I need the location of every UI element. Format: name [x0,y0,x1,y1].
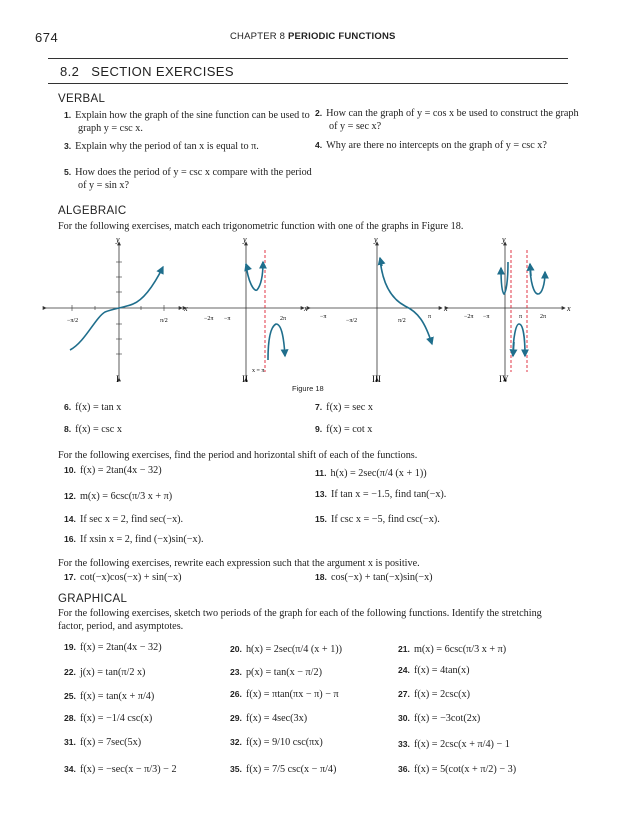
exercise-text: f(x) = 2tan(4x − 32) [79,465,162,476]
graph-label: I [116,374,119,384]
exercise-number: 24. [398,665,410,675]
graph-I [46,235,188,384]
y-axis-label: y [502,235,506,244]
exercise-number: 19. [64,642,76,652]
exercise-text: cos(−x) + tan(−x)sin(−x) [330,572,433,583]
exercise-text: f(x) = πtan(πx − π) − π [245,689,339,700]
exercise-27 [398,688,470,701]
sec-upper-branch [246,262,263,290]
exercise-text: cot(−x)cos(−x) + sin(−x) [79,572,182,583]
exercise-text: Why are there no intercepts on the graph of y = csc x? [326,140,547,151]
exercise-text: f(x) = −1/4 csc(x) [79,713,153,724]
exercise-number: 10. [64,465,76,475]
graph-II [186,235,308,384]
exercise-text: f(x) = 2tan(4x − 32) [79,642,162,653]
exercise-30 [398,712,480,725]
exercise-9 [315,423,372,436]
algebraic-heading: ALGEBRAIC [58,205,127,217]
exercise-text: f(x) = cot x [326,424,373,435]
exercise-number: 4. [315,140,323,150]
exercise-16 [64,533,204,546]
exercise-36 [398,763,516,776]
cot-curve [380,258,432,344]
exercise-number: 15. [315,514,327,524]
exercise-text: f(x) = csc x [75,424,122,435]
exercise-text: h(x) = 2sec(π/4 (x + 1)) [330,468,427,479]
exercise-4 [315,139,559,152]
exercise-number: 6. [64,402,72,412]
exercise-number: 16. [64,534,76,544]
chapter-title: PERIODIC FUNCTIONS [287,31,396,42]
graph-III [310,235,448,384]
graphical-intro: For the following exercises, sketch two periods of the graph for each of the following functions. Identify the stretching factor, period, and asymptotes. [58,608,542,632]
asymptote-label: x = π [252,368,265,374]
exercise-12 [64,490,172,503]
exercise-text: f(x) = 7/5 csc(x − π/4) [245,764,337,775]
exercise-13 [315,488,446,501]
exercise-text: f(x) = tan x [75,402,122,413]
exercise-text: f(x) = −3cot(2x) [413,713,481,724]
exercise-number: 31. [64,737,76,747]
exercise-17 [64,571,182,584]
graphical-heading: GRAPHICAL [58,593,128,605]
exercise-10 [64,464,162,477]
section-title: 8.2 SECTION EXERCISES [60,64,234,79]
exercise-text: If xsin x = 2, find (−x)sin(−x). [79,534,204,545]
exercise-number: 36. [398,764,410,774]
exercise-text: h(x) = 2sec(π/4 (x + 1)) [245,644,343,655]
exercise-number: 20. [230,644,242,654]
exercise-3 [64,140,318,153]
exercise-33 [398,738,510,751]
exercise-number: 12. [64,491,76,501]
exercise-text: f(x) = 7sec(5x) [79,737,142,748]
exercise-number: 2. [315,108,323,118]
tick-label: −π [320,314,327,320]
section-top-rule [48,58,568,59]
exercise-text: f(x) = −sec(x − π/3) − 2 [79,764,177,775]
exercise-25 [64,690,154,703]
exercise-text: Explain how the graph of the sine function can be used to graph y = csc x. [75,110,310,134]
figure-caption: Figure 18 [292,384,324,393]
tick-label: −π [224,316,231,322]
csc-branch [513,324,525,356]
exercise-text: m(x) = 6csc(π/3 x + π) [413,644,507,655]
y-axis-label: y [374,235,378,244]
exercise-number: 21. [398,644,410,654]
exercise-28 [64,712,152,725]
exercise-text: f(x) = 4sec(3x) [245,713,308,724]
tick-label: −π/2 [67,318,79,324]
exercise-19 [64,641,162,654]
exercise-34 [64,763,177,776]
algebraic-intro: For the following exercises, match each trigonometric function with one of the graphs in Figure 18. [58,221,464,232]
tick-label: −2π [464,314,474,320]
graph-label: IV [499,374,509,384]
exercise-number: 33. [398,739,410,749]
tick-label: π/2 [160,318,168,324]
page-number: 674 [35,30,59,45]
x-axis-label: x [184,304,188,313]
tick-label: π [519,314,523,320]
graph-label: III [372,374,381,384]
exercise-6 [64,401,121,414]
chapter-prefix: CHAPTER 8 [230,31,286,42]
exercise-number: 35. [230,764,242,774]
tick-label: −π/2 [346,318,358,324]
exercise-number: 5. [64,167,72,177]
exercise-number: 30. [398,713,410,723]
exercise-14 [64,513,183,526]
exercise-number: 22. [64,667,76,677]
period-intro: For the following exercises, find the period and horizontal shift of each of the functions. [58,450,418,461]
exercise-21 [398,643,506,656]
x-axis-label: x [567,304,571,313]
exercise-number: 3. [64,141,72,151]
csc-branch [530,264,545,294]
exercise-number: 26. [230,689,242,699]
exercise-text: f(x) = 4tan(x) [413,665,470,676]
exercise-number: 25. [64,691,76,701]
tick-label: −π [483,314,490,320]
exercise-23 [230,666,322,679]
exercise-29 [230,712,307,725]
graph-IV [448,235,571,384]
verbal-heading: VERBAL [58,93,106,105]
exercise-number: 29. [230,713,242,723]
tick-label: π [428,314,432,320]
exercise-7 [315,401,373,414]
exercise-8 [64,423,122,436]
exercise-text: f(x) = 9/10 csc(πx) [245,737,323,748]
y-axis-label: y [116,235,120,244]
tan-curve [70,267,163,350]
exercise-text: How does the period of y = csc x compare with the period of y = sin x? [75,167,312,191]
rewrite-intro: For the following exercises, rewrite each expression such that the argument x is positive. [58,558,420,569]
exercise-text: p(x) = tan(x − π/2) [245,667,322,678]
exercise-text: f(x) = 2csc(x) [413,689,471,700]
exercise-number: 18. [315,572,327,582]
exercise-20 [230,643,342,656]
graph-label: II [242,374,248,384]
exercise-number: 1. [64,110,72,120]
exercise-number: 27. [398,689,410,699]
x-axis-label: x [444,304,448,313]
exercise-text: If sec x = 2, find sec(−x). [79,514,184,525]
y-axis-label: y [243,235,247,244]
exercise-text: How can the graph of y = cos x be used to construct the graph of y = sec x? [326,108,579,132]
exercise-text: f(x) = 5(cot(x + π/2) − 3) [413,764,517,775]
figure-18 [40,232,580,392]
exercise-35 [230,763,336,776]
exercise-number: 23. [230,667,242,677]
exercise-31 [64,736,141,749]
exercise-text: If csc x = −5, find csc(−x). [330,514,440,525]
exercise-number: 32. [230,737,242,747]
tick-label: 2π [280,316,287,322]
exercise-number: 9. [315,424,323,434]
exercise-text: Explain why the period of tan x is equal to π. [75,141,259,152]
exercise-number: 8. [64,424,72,434]
sec-lower-branch [268,324,285,360]
exercise-text: f(x) = tan(x + π/4) [79,691,155,702]
exercise-number: 17. [64,572,76,582]
exercise-text: j(x) = tan(π/2 x) [79,667,146,678]
exercise-1 [64,109,314,135]
x-axis-label: x [304,304,308,313]
exercise-15 [315,513,440,526]
exercise-number: 28. [64,713,76,723]
section-bottom-rule [48,83,568,84]
running-header [230,31,396,42]
exercise-number: 14. [64,514,76,524]
exercise-32 [230,736,323,749]
exercise-text: m(x) = 6csc(π/3 x + π) [79,491,173,502]
exercise-24 [398,664,469,677]
tick-label: π/2 [398,318,406,324]
tick-label: 2π [540,314,547,320]
exercise-2 [315,107,579,133]
exercise-18 [315,571,433,584]
tick-label: −2π [204,316,214,322]
exercise-text: f(x) = sec x [326,402,373,413]
exercise-number: 34. [64,764,76,774]
exercise-text: If tan x = −1.5, find tan(−x). [330,489,447,500]
exercise-number: 13. [315,489,327,499]
exercise-text: f(x) = 2csc(x + π/4) − 1 [413,739,510,750]
exercise-number: 11. [315,468,327,478]
csc-branch [501,262,508,294]
exercise-22 [64,666,145,679]
exercise-number: 7. [315,402,323,412]
exercise-5 [64,166,318,192]
exercise-26 [230,688,339,701]
exercise-11 [315,467,427,480]
